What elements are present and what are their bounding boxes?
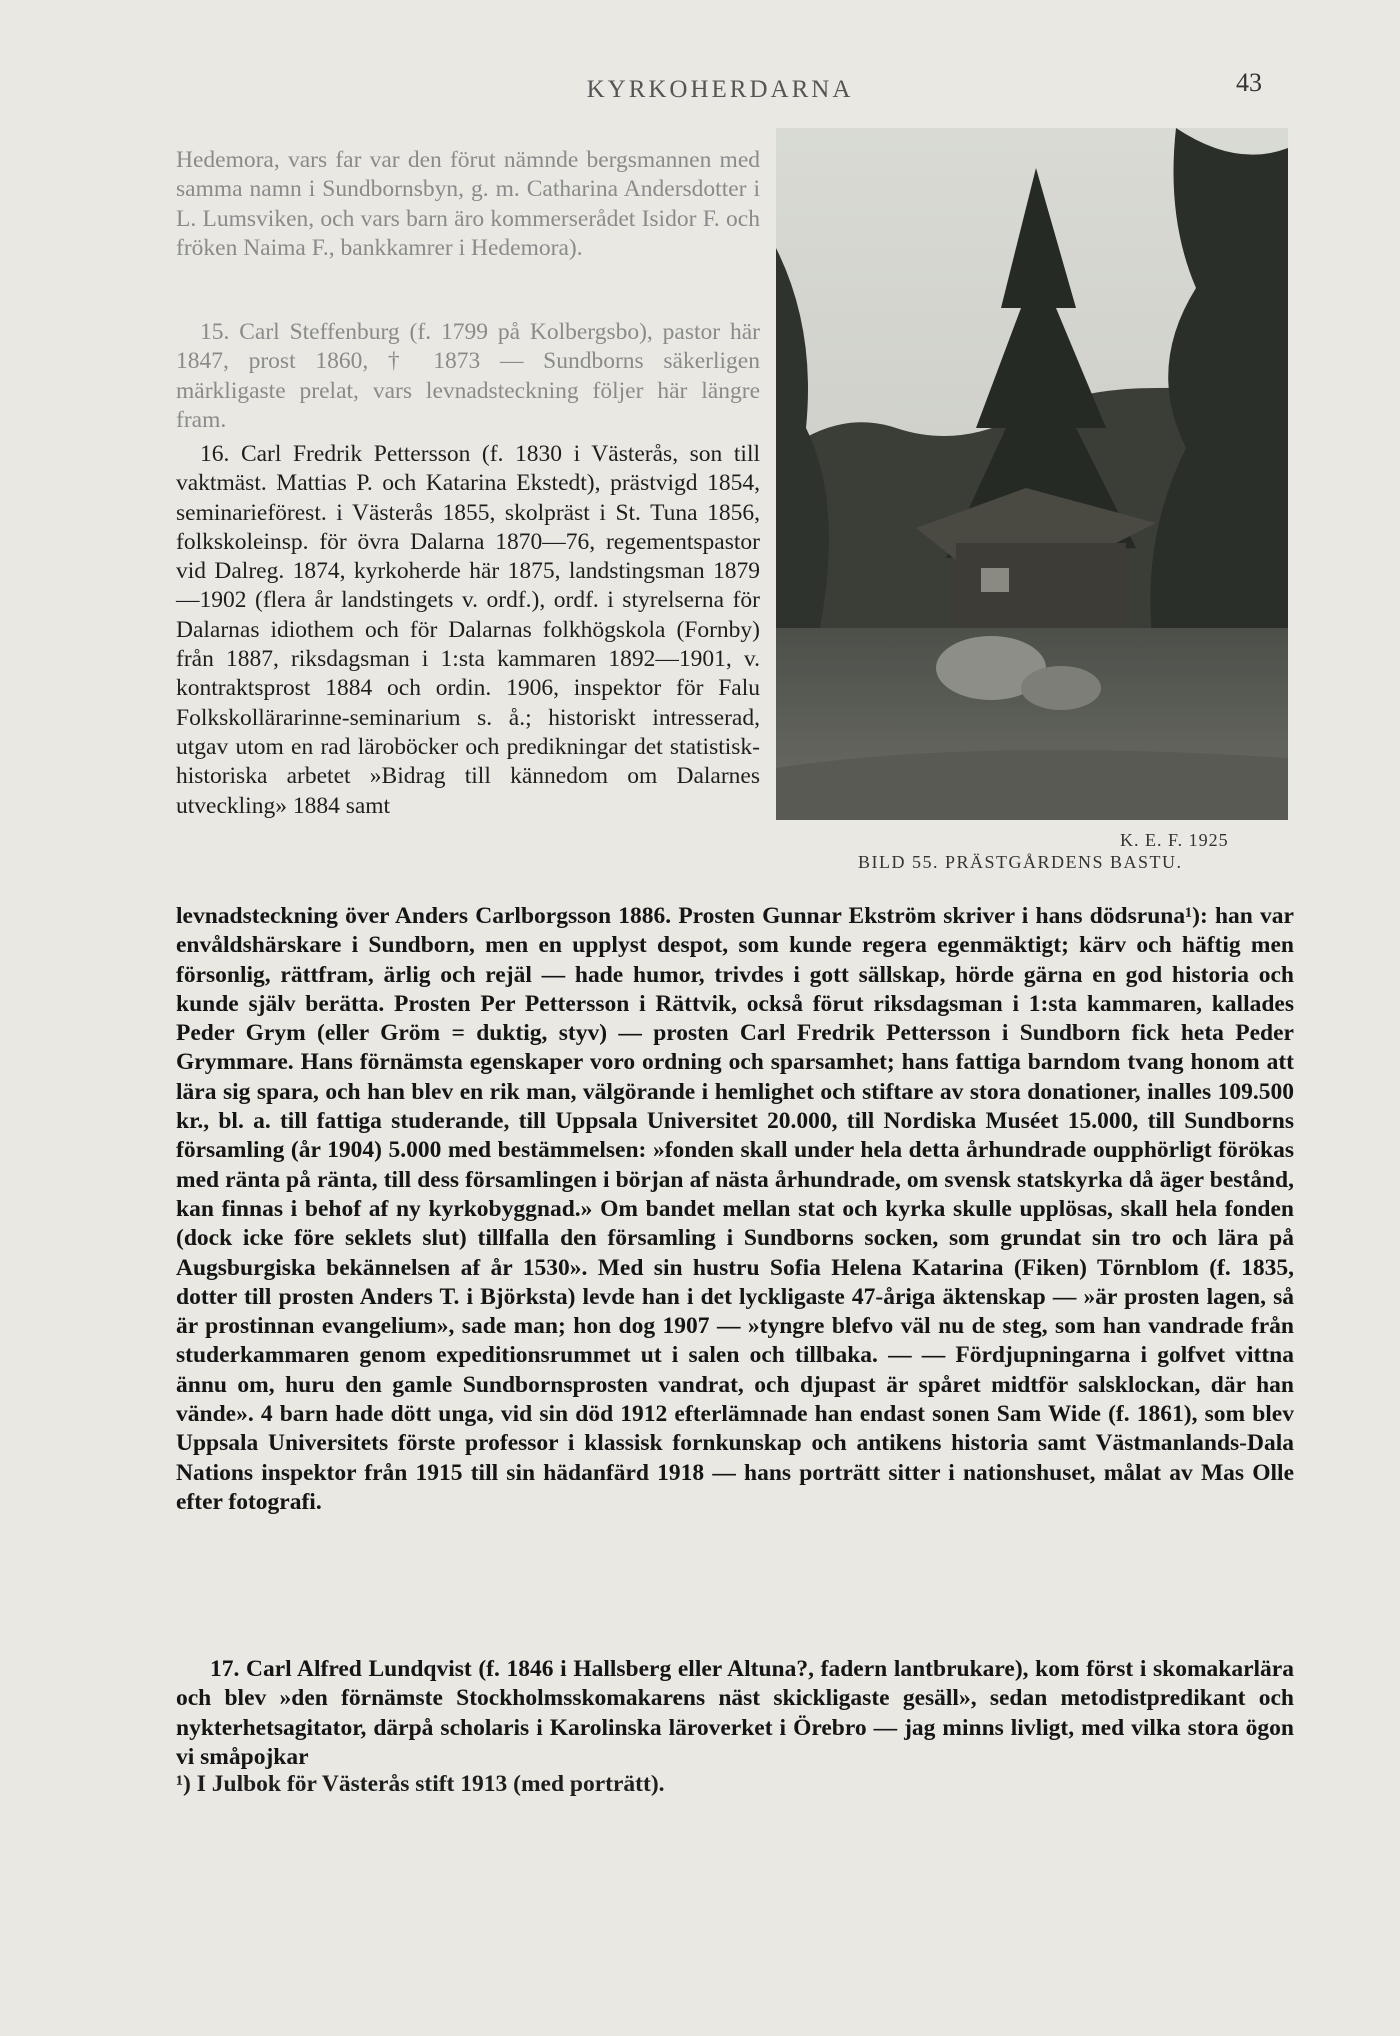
running-title: KYRKOHERDARNA <box>586 76 854 103</box>
paragraph-hedemora: Hedemora, vars far var den förut nämnde bergsmannen med samma namn i Sundbornsbyn, g. m. Catharina Andersdotter i L. Lumsviken, och vars barn äro kommerserådet Isidor F. och fröken Naima F., bankkamrer i Hedemora). <box>176 147 760 261</box>
paragraph-16-pettersson: 16. Carl Fredrik Pettersson (f. 1830 i Västerås, son till vaktmäst. Mattias P. och Katarina Ekstedt), prästvigd 1854, seminarieförest. i Västerås 1855, skolpräst i St. Tuna 1856, folkskoleinsp. för övra Dalarna 1870—76, regementspastor vid Dalreg. 1874, kyrkoherde här 1875, landstingsman 1879—1902 (flera år landstingets v. ordf.), ordf. i styrelserna för Dalarnas idiothem och för Dalarnas folkhögskola (Fornby) från 1887, riksdagsman i 1:sta kammaren 1892—1901, v. kontraktsprost 1884 och ordin. 1906, inspektor för Falu Folkskollärarinne-seminarium s. å.; historiskt intresserad, utgav utom en rad läroböcker och predikningar det statistisk-historiska arbetet »Bidrag till kännedom om Dalarnes utveckling» 1884 samt <box>176 441 760 819</box>
paragraph-pettersson-biography: levnadsteckning över Anders Carlborgsson 1886. Prosten Gunnar Ekström skriver i hans dödsruna¹): han var envåldshärskare i Sundborn, men en upplyst despot, som kunde regera egenmäktigt; kärv och häftig men försonlig, rättfram, ärlig och rejäl — hade humor, trivdes i gott sällskap, hörde gärna en god historia och kunde själv berätta. Prosten Per Pettersson i Rättvik, också förut riksdagsman i 1:sta kammaren, kallades Peder Grym (eller Gröm = duktig, styv) — prosten Carl Fredrik Pettersson i Sundborn fick heta Peder Grymmare. Hans förnämsta egenskaper voro ordning och sparsamhet; hans fattiga barndom tvang honom att lära sig spara, och han blev en rik man, välgörande i hemlighet och stiftare av stora donationer, inalles 109.500 kr., bl. a. till fattiga studerande, till Uppsala Universitet 20.000, till Nordiska Muséet 15.000, till Sundborns församling (år 1904) 5.000 med bestämmelsen: »fonden skall under hela detta århundrade oupphörligt förökas med ränta på ränta, till dess församlingen i början af nästa århundrade, om svensk statskyrka då äger bestånd, kan finnas i behof af ny kyrkobyggnad.» Om bandet mellan stat och kyrka skulle upplösas, skall hela fonden (dock icke före seklets slut) tillfalla den församling i Sundborns socken, som grundat sin tro och lära på Augsburgiska bekännelsen af år 1530». Med sin hustru Sofia Helena Katarina (Fiken) Törnblom (f. 1835, dotter till prosten Anders T. i Björksta) levde han i det lyckligaste 47-åriga äktenskap — »är prosten lagen, så är prostinnan evangelium», sade man; hon dog 1907 — »tyngre blefvo väl nu de steg, som han vandrade från studerkammaren genom expeditionsrummet ut i salen och tillbaka. — — Fördjupningarna i golfvet vittna ännu om, huru den gamle Sundbornsprosten vandrat, och djupast är spåret midtför salsklockan, där han vände». 4 barn hade dött unga, vid sin död 1912 efterlämnade han endast sonen Sam Wide (f. 1861), som blev Uppsala Universitets förste professor i klassisk fornkunskap och antikens historia samt Västmanlands-Dala Nations inspektor från 1915 till sin hädanfärd 1918 — hans porträtt sitter i nationshuset, målat av Mas Olle efter fotografi. <box>176 903 1294 1515</box>
photo-credit: K. E. F. 1925 <box>1120 830 1229 850</box>
footnote: ¹) I Julbok för Västerås stift 1913 (med porträtt). <box>176 1771 665 1797</box>
paragraph-17-lundqvist: 17. Carl Alfred Lundqvist (f. 1846 i Hallsberg eller Altuna?, fadern lantbrukare), kom först i skomakarlära och blev »den förnämste Stockholmsskomakarens näst skickligaste gesäll», sedan metodistpredikant och nykterhetsagitator, därpå scholaris i Karolinska läroverket i Örebro — jag minns livligt, med vilka stora ögon vi småpojkar <box>176 1656 1294 1770</box>
figure-caption: BILD 55. PRÄSTGÅRDENS BASTU. <box>858 852 1183 872</box>
figure-photo-bastu <box>776 128 1288 820</box>
photo-illustration <box>776 128 1288 820</box>
page-number: 43 <box>1236 68 1262 97</box>
paragraph-15-steffenburg: 15. Carl Steffenburg (f. 1799 på Kolbergsbo), pastor här 1847, prost 1860, † 1873 — Sundborns säkerligen märkligaste prelat, vars levnadsteckning följer här längre fram. <box>176 319 760 433</box>
